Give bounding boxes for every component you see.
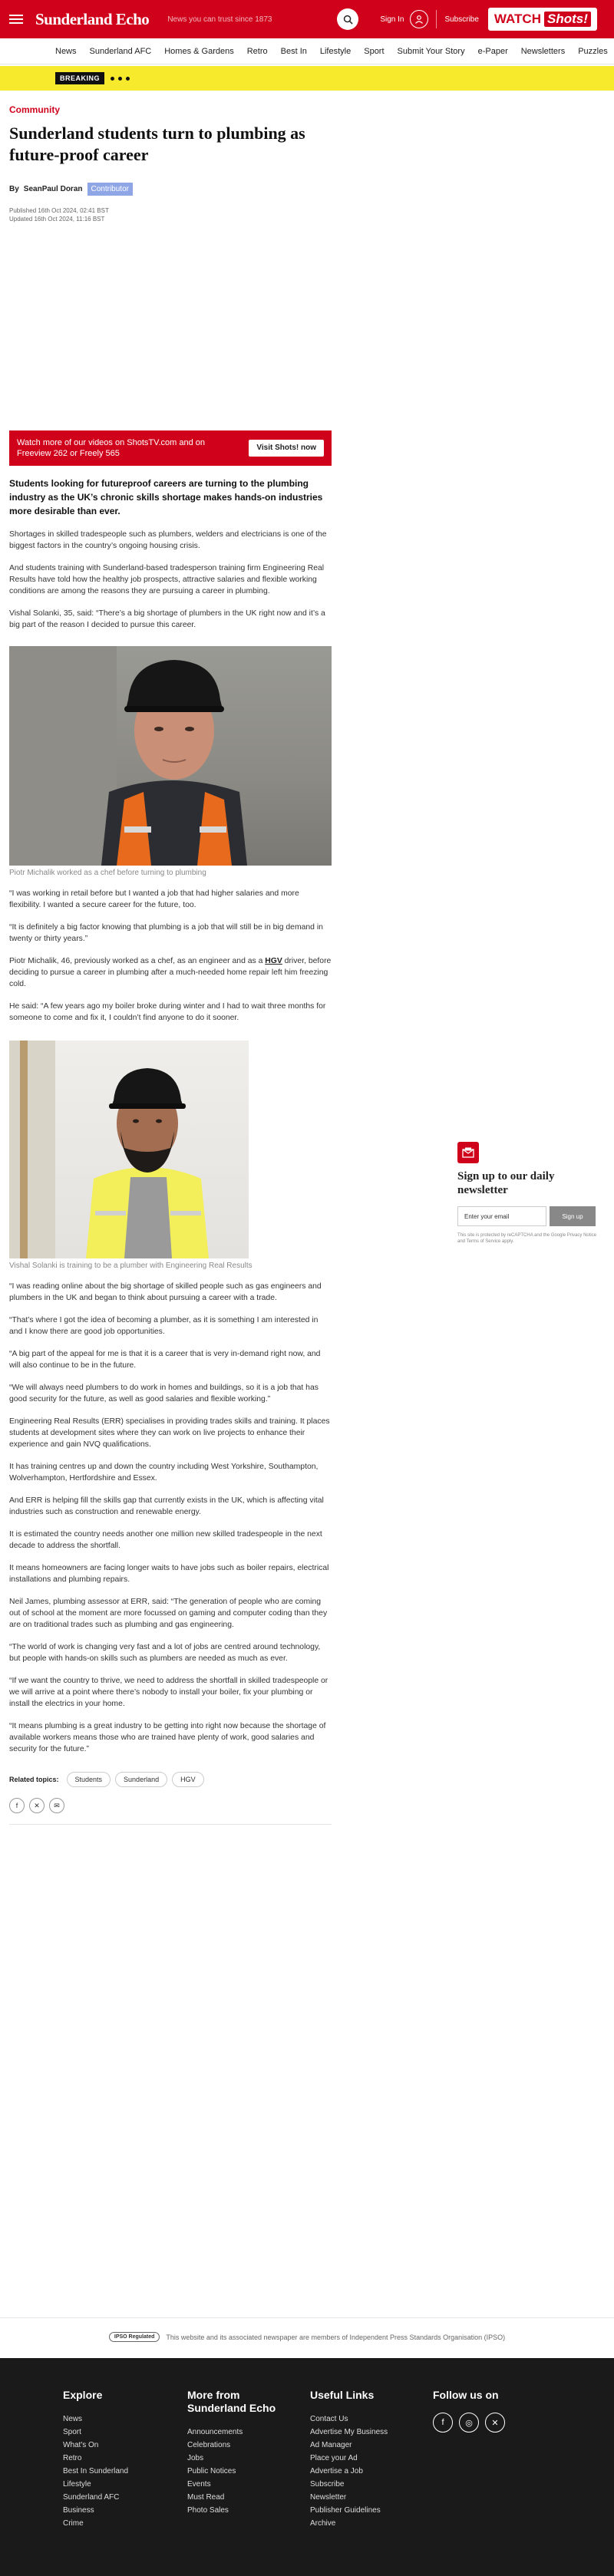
x-icon[interactable]: ✕ [485,2413,505,2433]
byline [9,183,332,196]
newsletter-title: Sign up to our daily newsletter [457,1170,555,1196]
article-dates [9,206,332,223]
loading-dots-icon [111,77,130,81]
watch-shots-button[interactable] [488,8,597,31]
ad-slot [9,223,332,430]
article-paragraph: “We will always need plumbers to do work in homes and buildings, so it is a job that has good security for the future, as well as good salaries and flexible working.” [9,1384,319,1403]
published-date: Published 16th Oct 2024, 02:41 BST [9,207,109,214]
menu-icon[interactable] [9,15,23,24]
hgv-topic-link[interactable]: HGV [265,957,282,965]
author-name[interactable]: SeanPaul Doran [23,185,83,193]
nav-item-retro[interactable]: Retro [246,46,268,56]
ipso-bar [0,2317,614,2356]
facebook-share-icon[interactable]: f [9,1798,25,1813]
piotr-paragraph: Piotr Michalik, 46, previously worked as a chef, as an engineer and as a HGV driver, before deciding to pursue a career in plumbing after a much-needed home repair left him freezing cold. [9,957,332,988]
article-paragraph: And ERR is helping fill the skills gap that currently exists in the UK, which is affecting vital industries such as construction and renewable energy. [9,1496,324,1516]
article-body-c [9,1001,332,1024]
watch-label: WATCH [494,12,541,26]
article-paragraph: Vishal Solanki, 35, said: “There’s a big shortage of plumbers in the UK right now and it’s a big part of the reason I decided to pursue this career. [9,609,325,629]
footer-explore [63,2389,128,2530]
nav-item-submit-your-story[interactable]: Submit Your Story [397,46,465,56]
breaking-label: BREAKING [55,72,104,84]
footer-link-celebrations[interactable]: Celebrations [187,2441,231,2449]
worker-photo-illustration [9,646,332,866]
recaptcha-note: This site is protected by reCAPTCHA and the Google Privacy Notice and Terms of Service apply. [457,1233,597,1244]
site-logo[interactable]: Sunderland Echo [35,9,150,28]
nav-item-e-paper[interactable]: e-Paper [477,46,508,56]
footer-link-lifestyle[interactable]: Lifestyle [63,2480,91,2489]
email-share-icon[interactable]: ✉ [49,1798,64,1813]
footer-link-business[interactable]: Business [63,2506,94,2515]
newsletter-signup-button[interactable]: Sign up [550,1206,596,1226]
footer-useful [310,2389,388,2530]
footer-follow-title: Follow us on [433,2389,499,2401]
nav-item-news[interactable]: News [55,46,77,56]
article-paragraph: He said: “A few years ago my boiler broke during winter and I had to wait three months for someone to come and fix it, I couldn’t find anyone to do it sooner. [9,1002,326,1022]
footer-more [187,2389,287,2517]
header-divider [436,10,437,28]
article-paragraph: “That’s where I got the idea of becoming a plumber, as it is something I am interested in and I know there are good job opportunities. [9,1316,319,1336]
nav-item-homes-gardens[interactable]: Homes & Gardens [164,46,234,56]
article-kicker[interactable]: Community [9,104,60,115]
nav-item-best-in[interactable]: Best In [280,46,307,56]
contributor-badge: Contributor [87,183,133,196]
photo-piotr [9,646,332,866]
article-standfirst: Students looking for futureproof careers are turning to the plumbing industry as the UK’s chronic skills shortage makes hands-on industries more desirable than ever. [9,478,323,516]
footer-link-advertise-a-job[interactable]: Advertise a Job [310,2467,363,2475]
article-paragraph: “The world of work is changing very fast and a lot of jobs are centred around technology, but people with hands-on skills such as plumbers are needed as much as ever. [9,1643,321,1663]
shots-video-banner[interactable] [9,430,332,466]
article-headline: Sunderland students turn to plumbing as future-proof career [9,124,305,164]
ipso-text: This website and its associated newspaper are members of Independent Press Standards Organisation (IPSO) [166,2333,506,2341]
footer-link-publisher-guidelines[interactable]: Publisher Guidelines [310,2506,381,2515]
footer-link-place-your-ad[interactable]: Place your Ad [310,2454,358,2462]
article-paragraph: “If we want the country to thrive, we need to address the shortfall in skilled tradespeople or we will arrive at a point where there’s nobody to install your boiler, fix your plumbing or install the electrics in your home. [9,1677,328,1708]
byline-prefix: By [9,185,19,193]
article-paragraph: It means homeowners are facing longer waits to have jobs such as boiler repairs, electrical installations and plumbing repairs. [9,1564,329,1584]
article-paragraph: “I was reading online about the big shortage of skilled people such as gas engineers and plumbers in the UK and began to think about pursuing a career with a trade. [9,1282,322,1302]
search-icon [343,15,353,25]
footer-link-sport[interactable]: Sport [63,2428,81,2436]
footer-link-advertise-my-business[interactable]: Advertise My Business [310,2428,388,2436]
footer-link-subscribe[interactable]: Subscribe [310,2480,345,2489]
footer-link-announcements[interactable]: Announcements [187,2428,243,2436]
newsletter-email-input[interactable]: Enter your email [457,1206,546,1226]
footer-link-retro[interactable]: Retro [63,2454,82,2462]
article-body-d [9,1281,332,1755]
article-body-b [9,888,332,945]
footer-link-newsletter[interactable]: Newsletter [310,2493,347,2502]
article-paragraph: Shortages in skilled tradespeople such as plumbers, welders and electricians is one of the biggest factors in the country’s ongoing housing crisis. [9,530,327,550]
footer-link-sunderland-afc[interactable]: Sunderland AFC [63,2493,120,2502]
user-icon [410,10,428,28]
footer-link-archive[interactable]: Archive [310,2519,336,2528]
topic-chip-hgv[interactable]: HGV [172,1772,204,1787]
main-nav [0,38,614,64]
signin-link[interactable] [380,10,428,28]
footer-link-contact-us[interactable]: Contact Us [310,2415,348,2423]
search-input[interactable]: News you can trust since 1873 [167,15,272,24]
footer-useful-title: Useful Links [310,2389,375,2401]
article [9,104,332,1825]
footer-link-must-read[interactable]: Must Read [187,2493,225,2502]
site-footer [0,2358,614,2576]
photo-vishal [9,1041,249,1258]
article-body-a [9,529,332,631]
article-paragraph: It has training centres up and down the country including West Yorkshire, Southampton, Wolverhampton, Hertfordshire and Essex. [9,1463,319,1483]
footer-link-jobs[interactable]: Jobs [187,2454,204,2462]
footer-link-events[interactable]: Events [187,2480,211,2489]
article-paragraph: “A big part of the appeal for me is that it is a career that is very in-demand right now, and will also continue to be in the future. [9,1350,321,1370]
instagram-icon[interactable]: ◎ [459,2413,479,2433]
newsletter-signup [457,1142,600,1245]
footer-link-best-in-sunderland[interactable]: Best In Sunderland [63,2467,129,2475]
x-share-icon[interactable]: ✕ [29,1798,45,1813]
subscribe-link[interactable]: Subscribe [444,15,479,24]
search-button[interactable] [337,8,358,30]
footer-explore-title: Explore [63,2389,103,2401]
article-paragraph: “I was working in retail before but I wanted a job that had higher salaries and more flexibility. I wanted a secure career for the future, too. [9,889,299,909]
visit-shots-button[interactable]: Visit Shots! now [249,440,324,457]
article-paragraph: “It is definitely a big factor knowing that plumbing is a job that will still be in big demand in twenty or thirty years.” [9,923,323,943]
photo-caption-2: Vishal Solanki is training to be a plumber with Engineering Real Results [9,1262,253,1270]
article-paragraph: Engineering Real Results (ERR) specialises in providing trades skills and training. It places students at development sites where they can work on live projects to enhance their experience and gain NVQ qualifications. [9,1417,330,1449]
nav-item-puzzles[interactable]: Puzzles [578,46,608,56]
footer-link-what-s-on[interactable]: What's On [63,2441,99,2449]
related-topics [9,1772,332,1787]
worker-photo-illustration-2 [9,1041,249,1258]
shots-label: Shots! [544,12,591,27]
site-header [0,0,614,38]
footer-link-news[interactable]: News [63,2415,83,2423]
article-paragraph: And students training with Sunderland-based tradesperson training firm Engineering Real Results have told how the healthy job prospects, attractive salaries and flexible working conditions are among the reasons they are pursuing a career in plumbing. [9,564,325,595]
footer-link-ad-manager[interactable]: Ad Manager [310,2441,352,2449]
video-banner-text: Watch more of our videos on ShotsTV.com and on Freeview 262 or Freely 565 [17,438,205,458]
nav-item-newsletters[interactable]: Newsletters [520,46,566,56]
photo-caption-1: Piotr Michalik worked as a chef before turning to plumbing [9,869,206,877]
footer-follow [433,2389,505,2433]
updated-date: Updated 16th Oct 2024, 11:16 BST [9,216,105,223]
nav-item-lifestyle[interactable]: Lifestyle [319,46,352,56]
footer-link-public-notices[interactable]: Public Notices [187,2467,236,2475]
share-row [9,1798,332,1813]
topic-chip-sunderland[interactable]: Sunderland [115,1772,167,1787]
newsletter-icon [457,1142,479,1163]
footer-more-title: More from Sunderland Echo [187,2389,276,2414]
nav-item-sunderland-afc[interactable]: Sunderland AFC [89,46,152,56]
newsletter-form [457,1206,600,1226]
topic-chip-students[interactable]: Students [67,1772,111,1787]
ipso-badge[interactable]: IPSO Regulated [109,2332,160,2342]
article-paragraph: Neil James, plumbing assessor at ERR, said: “The generation of people who are coming out of school at the moment are more focussed on gaming and computer coding than they are on traditional trades such as plumbing and gas engineering. [9,1598,328,1629]
breaking-news-bar [0,66,614,91]
article-end-divider [9,1824,332,1825]
facebook-icon[interactable]: f [433,2413,453,2433]
nav-item-sport[interactable]: Sport [364,46,385,56]
article-paragraph: It is estimated the country needs another one million new skilled tradespeople in the next decade to address the shortfall. [9,1530,322,1550]
signin-label: Sign In [380,15,404,24]
article-paragraph: “It means plumbing is a great industry to be getting into right now because the shortage of available workers means those who are trained have plenty of work, good salaries and security for the future.” [9,1722,326,1753]
related-topics-label: Related topics: [9,1776,59,1783]
footer-link-photo-sales[interactable]: Photo Sales [187,2506,229,2515]
footer-link-crime[interactable]: Crime [63,2519,84,2528]
